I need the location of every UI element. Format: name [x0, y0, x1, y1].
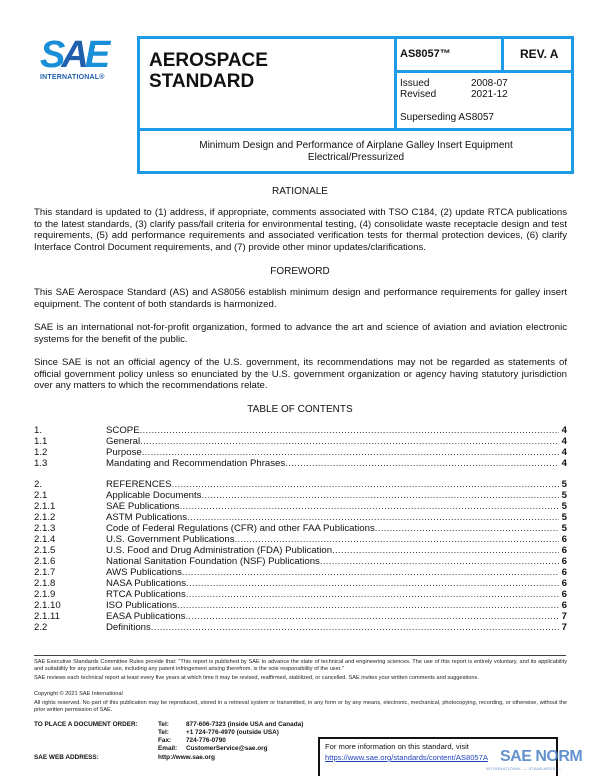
- fax-value: 724-776-0790: [186, 737, 226, 744]
- toc-entry[interactable]: [34, 589, 567, 600]
- toc-leader-dots: [140, 425, 559, 436]
- toc-leader-dots: [187, 512, 559, 523]
- toc-page-number: 6: [561, 534, 567, 545]
- toc-title: REFERENCES: [106, 479, 172, 490]
- rationale-text: This standard is updated to (1) address, if appropriate, comments associated with TSO C184, (2) update RTCA publications to the latest standards, (3) clarify pass/fail criteria for environmental testing, (4) consolidate waste receptacle design and test requirements, (5) add performance requirements and associated verification tests for thermal protection devices, (6) clarify Interface Control Document requirements, and (7) provide other minor updates/clarifications.: [34, 207, 567, 253]
- toc-number: 1.3: [34, 458, 48, 469]
- toc-entry[interactable]: [34, 567, 567, 578]
- toc-number: 2.1.4: [34, 534, 56, 545]
- toc-leader-dots: [375, 523, 559, 534]
- toc-number: 2.1.6: [34, 556, 56, 567]
- toc-leader-dots: [185, 611, 559, 622]
- toc-leader-dots: [151, 622, 559, 633]
- toc-page-number: 6: [561, 545, 567, 556]
- toc-entry[interactable]: [34, 447, 567, 458]
- toc-entry[interactable]: [34, 556, 567, 567]
- toc-page-number: 7: [561, 611, 567, 622]
- rules-notice: SAE Executive Standards Committee Rules provide that: "This report is published by SAE to advance the state of technical and engineering sciences. The use of this report is entirely voluntary, and its applicability and suitability for any particular use, including any patent infringement arising therefrom, is the sole responsibility of the user.": [34, 659, 567, 672]
- toc-leader-dots: [182, 567, 559, 578]
- tel2-label: Tel:: [158, 729, 169, 736]
- toc-page-number: 5: [561, 479, 567, 490]
- toc-leader-dots: [285, 458, 559, 469]
- toc-title: AWS Publications: [106, 567, 182, 578]
- tel1-label: Tel:: [158, 721, 169, 728]
- more-info-text: [325, 741, 488, 763]
- toc-entry[interactable]: [34, 622, 567, 633]
- toc-heading: TABLE OF CONTENTS: [247, 404, 353, 415]
- tel1-value: 877-606-7323 (inside USA and Canada): [186, 721, 304, 728]
- watermark-logo: SAE NORM: [500, 748, 583, 765]
- toc-number: 2.: [34, 479, 43, 490]
- toc-entry[interactable]: [34, 479, 567, 490]
- title-line2: Electrical/Pressurized: [307, 152, 405, 163]
- toc-entry[interactable]: [34, 534, 567, 545]
- toc-number: 2.1.3: [34, 523, 56, 534]
- toc-title: RTCA Publications: [106, 589, 186, 600]
- toc-title: Mandating and Recommendation Phrases: [106, 458, 286, 469]
- toc-number: 2.2: [34, 622, 48, 633]
- toc-title: SCOPE: [106, 425, 140, 436]
- toc-page-number: 6: [561, 556, 567, 567]
- toc-page-number: 6: [561, 600, 567, 611]
- toc-entry[interactable]: [34, 545, 567, 556]
- toc-entry[interactable]: [34, 490, 567, 501]
- toc-title: General: [106, 436, 141, 447]
- toc-leader-dots: [320, 556, 559, 567]
- toc-number: 1.2: [34, 447, 48, 458]
- toc-leader-dots: [186, 578, 559, 589]
- foreword-heading: FOREWORD: [270, 266, 330, 277]
- toc-leader-dots: [235, 534, 559, 545]
- toc-title: U.S. Government Publications: [106, 534, 235, 545]
- toc-leader-dots: [177, 600, 559, 611]
- toc-leader-dots: [140, 436, 559, 447]
- toc-entry[interactable]: [34, 600, 567, 611]
- toc-number: 2.1.5: [34, 545, 56, 556]
- toc-entry[interactable]: [34, 436, 567, 447]
- fax-label: Fax:: [158, 737, 172, 744]
- toc-title: National Sanitation Foundation (NSF) Publications: [106, 556, 320, 567]
- toc-number: 1.: [34, 425, 43, 436]
- toc-leader-dots: [142, 447, 559, 458]
- more-info-label: For more information on this standard, visit: [325, 742, 469, 751]
- watermark-subtext: INTERNATIONAL — STANDARDS —: [486, 766, 562, 771]
- toc-entry[interactable]: [34, 425, 567, 436]
- toc-leader-dots: [201, 490, 559, 501]
- web-link[interactable]: http://www.sae.org: [158, 754, 215, 761]
- toc-number: 2.1.9: [34, 589, 56, 600]
- email-link[interactable]: CustomerService@sae.org: [186, 745, 268, 752]
- superseding-label: Superseding AS8057: [400, 112, 494, 123]
- toc-number: 2.1.1: [34, 501, 56, 512]
- doc-type-line1: AEROSPACE: [149, 50, 268, 71]
- toc-title: ISO Publications: [106, 600, 177, 611]
- revision-label: REV. A: [520, 47, 559, 61]
- rights-notice: All rights reserved. No part of this publication may be reproduced, stored in a retrieval system or transmitted, in any form or by any means, electronic, mechanical, photocopying, recording, or otherwise, without the prior written permission of SAE.: [34, 700, 567, 713]
- toc-entry[interactable]: [34, 501, 567, 512]
- foreword-paragraph: SAE is an international not-for-profit organization, formed to advance the art and science of aviation and aviation electronic systems for the benefit of the public.: [34, 322, 567, 345]
- issued-value: 2008-07: [471, 78, 508, 89]
- doc-number: AS8057™: [400, 48, 451, 60]
- toc-entry[interactable]: [34, 611, 567, 622]
- toc-number: 1.1: [34, 436, 48, 447]
- footer-divider: [34, 655, 566, 656]
- order-label: TO PLACE A DOCUMENT ORDER:: [34, 721, 138, 728]
- toc-page-number: 5: [561, 512, 567, 523]
- toc-page-number: 4: [561, 436, 567, 447]
- email-label: Email:: [158, 745, 178, 752]
- copyright: Copyright © 2021 SAE International: [34, 691, 123, 697]
- web-label: SAE WEB ADDRESS:: [34, 754, 99, 761]
- toc-title: NASA Publications: [106, 578, 186, 589]
- toc-title: U.S. Food and Drug Administration (FDA) Publication: [106, 545, 333, 556]
- toc-page-number: 5: [561, 523, 567, 534]
- toc-page-number: 6: [561, 589, 567, 600]
- toc-entry[interactable]: [34, 512, 567, 523]
- toc-page-number: 4: [561, 447, 567, 458]
- toc-page-number: 5: [561, 501, 567, 512]
- toc-page-number: 4: [561, 458, 567, 469]
- revised-value: 2021-12: [471, 89, 508, 100]
- toc-title: Applicable Documents: [106, 490, 202, 501]
- toc-number: 2.1.8: [34, 578, 56, 589]
- document-title: [140, 140, 572, 164]
- toc-number: 2.1.7: [34, 567, 56, 578]
- toc-page-number: 6: [561, 567, 567, 578]
- rationale-heading: RATIONALE: [272, 186, 328, 197]
- standard-link[interactable]: https://www.sae.org/standards/content/AS8057A: [325, 753, 488, 762]
- issued-label: Issued: [400, 78, 430, 89]
- toc-entry[interactable]: [34, 578, 567, 589]
- tel2-value: +1 724-776-4970 (outside USA): [186, 729, 279, 736]
- toc-page-number: 4: [561, 425, 567, 436]
- toc-title: EASA Publications: [106, 611, 186, 622]
- sae-logo-mark: SAE: [40, 34, 107, 76]
- revised-label: Revised: [400, 89, 437, 100]
- foreword-paragraph: This SAE Aerospace Standard (AS) and AS8056 establish minimum design and performance requirements for galley insert equipment. The content of both standards is harmonized.: [34, 287, 567, 310]
- toc-leader-dots: [332, 545, 559, 556]
- toc-entry[interactable]: [34, 523, 567, 534]
- toc-entry[interactable]: [34, 458, 567, 469]
- sae-logo-subtitle: INTERNATIONAL®: [40, 74, 105, 81]
- title-line1: Minimum Design and Performance of Airplane Galley Insert Equipment: [199, 140, 513, 151]
- sae-logo: [40, 34, 124, 84]
- toc-page-number: 7: [561, 622, 567, 633]
- doc-type-label: [149, 50, 268, 92]
- toc-title: Code of Federal Regulations (CFR) and other FAA Publications: [106, 523, 375, 534]
- toc-page-number: 6: [561, 578, 567, 589]
- toc-number: 2.1.11: [34, 611, 60, 622]
- toc-number: 2.1.2: [34, 512, 56, 523]
- toc-number: 2.1: [34, 490, 48, 501]
- toc-page-number: 5: [561, 490, 567, 501]
- foreword-paragraph: Since SAE is not an official agency of the U.S. government, its recommendations may not be regarded as statements of official government policy unless so enunciated by the U.S. government organization or agency having statutory jurisdiction over any matters to which the recommendations relate.: [34, 357, 567, 391]
- toc-title: Purpose: [106, 447, 142, 458]
- toc-leader-dots: [186, 589, 559, 600]
- toc-leader-dots: [172, 479, 559, 490]
- toc-leader-dots: [180, 501, 559, 512]
- review-notice: SAE reviews each technical report at least every five years at which time it may be revised, reaffirmed, stabilized, or cancelled. SAE invites your written comments and suggestions.: [34, 675, 479, 681]
- toc-title: ASTM Publications: [106, 512, 188, 523]
- doc-type-line2: STANDARD: [149, 71, 255, 92]
- toc-title: SAE Publications: [106, 501, 180, 512]
- toc-number: 2.1.10: [34, 600, 61, 611]
- toc-title: Definitions: [106, 622, 151, 633]
